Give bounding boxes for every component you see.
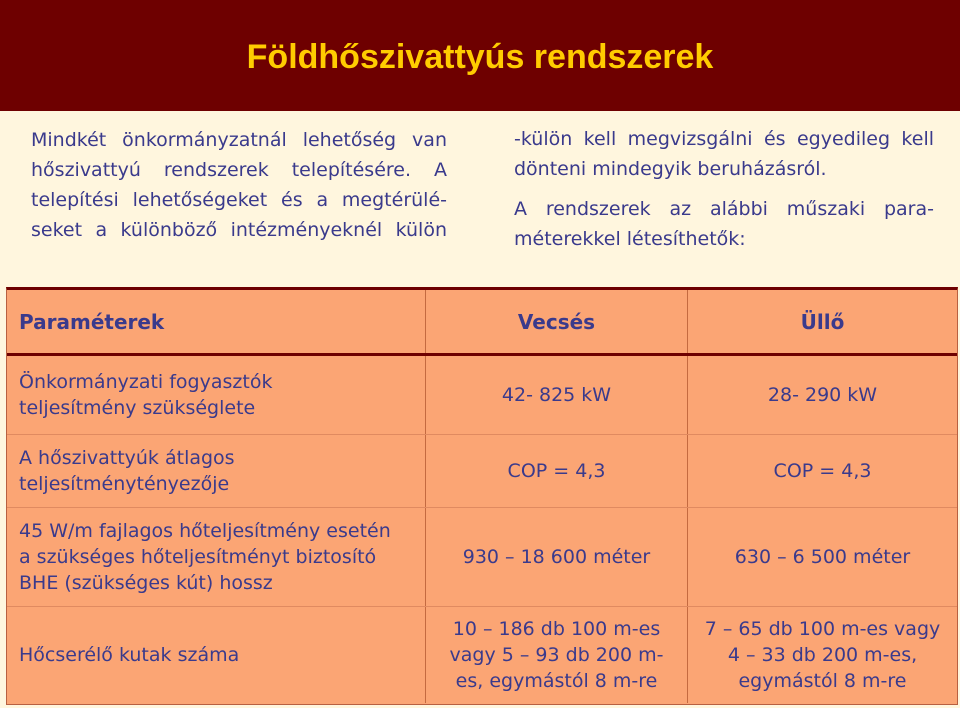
intro-left-text: Mindkét önkormányzatnál lehetőség van hőszivattyú rendszerek telepítésére. A telepítési lehetőségeket és a megtérülé-seket a különböző intézményeknél külön	[31, 129, 447, 241]
intro-right-para2: A rendszerek az alábbi műszaki para-méterekkel létesíthetők:	[514, 198, 934, 250]
table-row	[7, 356, 957, 435]
table-row	[7, 508, 957, 607]
page-title: Földhőszivattyús rendszerek	[246, 38, 714, 76]
intro-right	[514, 124, 934, 264]
header-parameters: Paraméterek	[7, 290, 426, 353]
row-ullo: 28- 290 kW	[767, 384, 878, 406]
intro-right-para1: -külön kell megvizsgálni és egyedileg kell dönteni mindegyik beruházásról.	[514, 128, 934, 180]
title-bar	[0, 0, 960, 111]
table-row	[7, 435, 957, 508]
row-vecses: COP = 4,3	[426, 435, 688, 507]
row-ullo: 630 – 6 500 méter	[734, 546, 911, 568]
intro-left	[31, 125, 447, 245]
parameters-table	[6, 287, 958, 705]
table-row	[7, 607, 957, 703]
table-header-row	[7, 290, 957, 356]
row-param: 45 W/m fajlagos hőteljesítmény esetén a szükséges hőteljesítményt biztosító BHE (szükséges kút) hossz	[7, 508, 426, 606]
row-param: A hőszivattyúk átlagos teljesítménytényezője	[7, 435, 426, 507]
row-vecses: 42- 825 kW	[426, 356, 688, 434]
row-vecses: 930 – 18 600 méter	[426, 508, 688, 606]
header-ullo: Üllő	[800, 309, 845, 334]
row-param: Önkormányzati fogyasztók teljesítmény szükséglete	[7, 356, 426, 434]
row-ullo: COP = 4,3	[773, 460, 872, 482]
header-vecses: Vecsés	[426, 290, 688, 353]
row-ullo: 7 – 65 db 100 m-es vagy 4 – 33 db 200 m-es, egymástól 8 m-re	[704, 618, 941, 692]
row-param: Hőcserélő kutak száma	[7, 607, 426, 703]
row-vecses: 10 – 186 db 100 m-es vagy 5 – 93 db 200 m-es, egymástól 8 m-re	[426, 607, 688, 703]
